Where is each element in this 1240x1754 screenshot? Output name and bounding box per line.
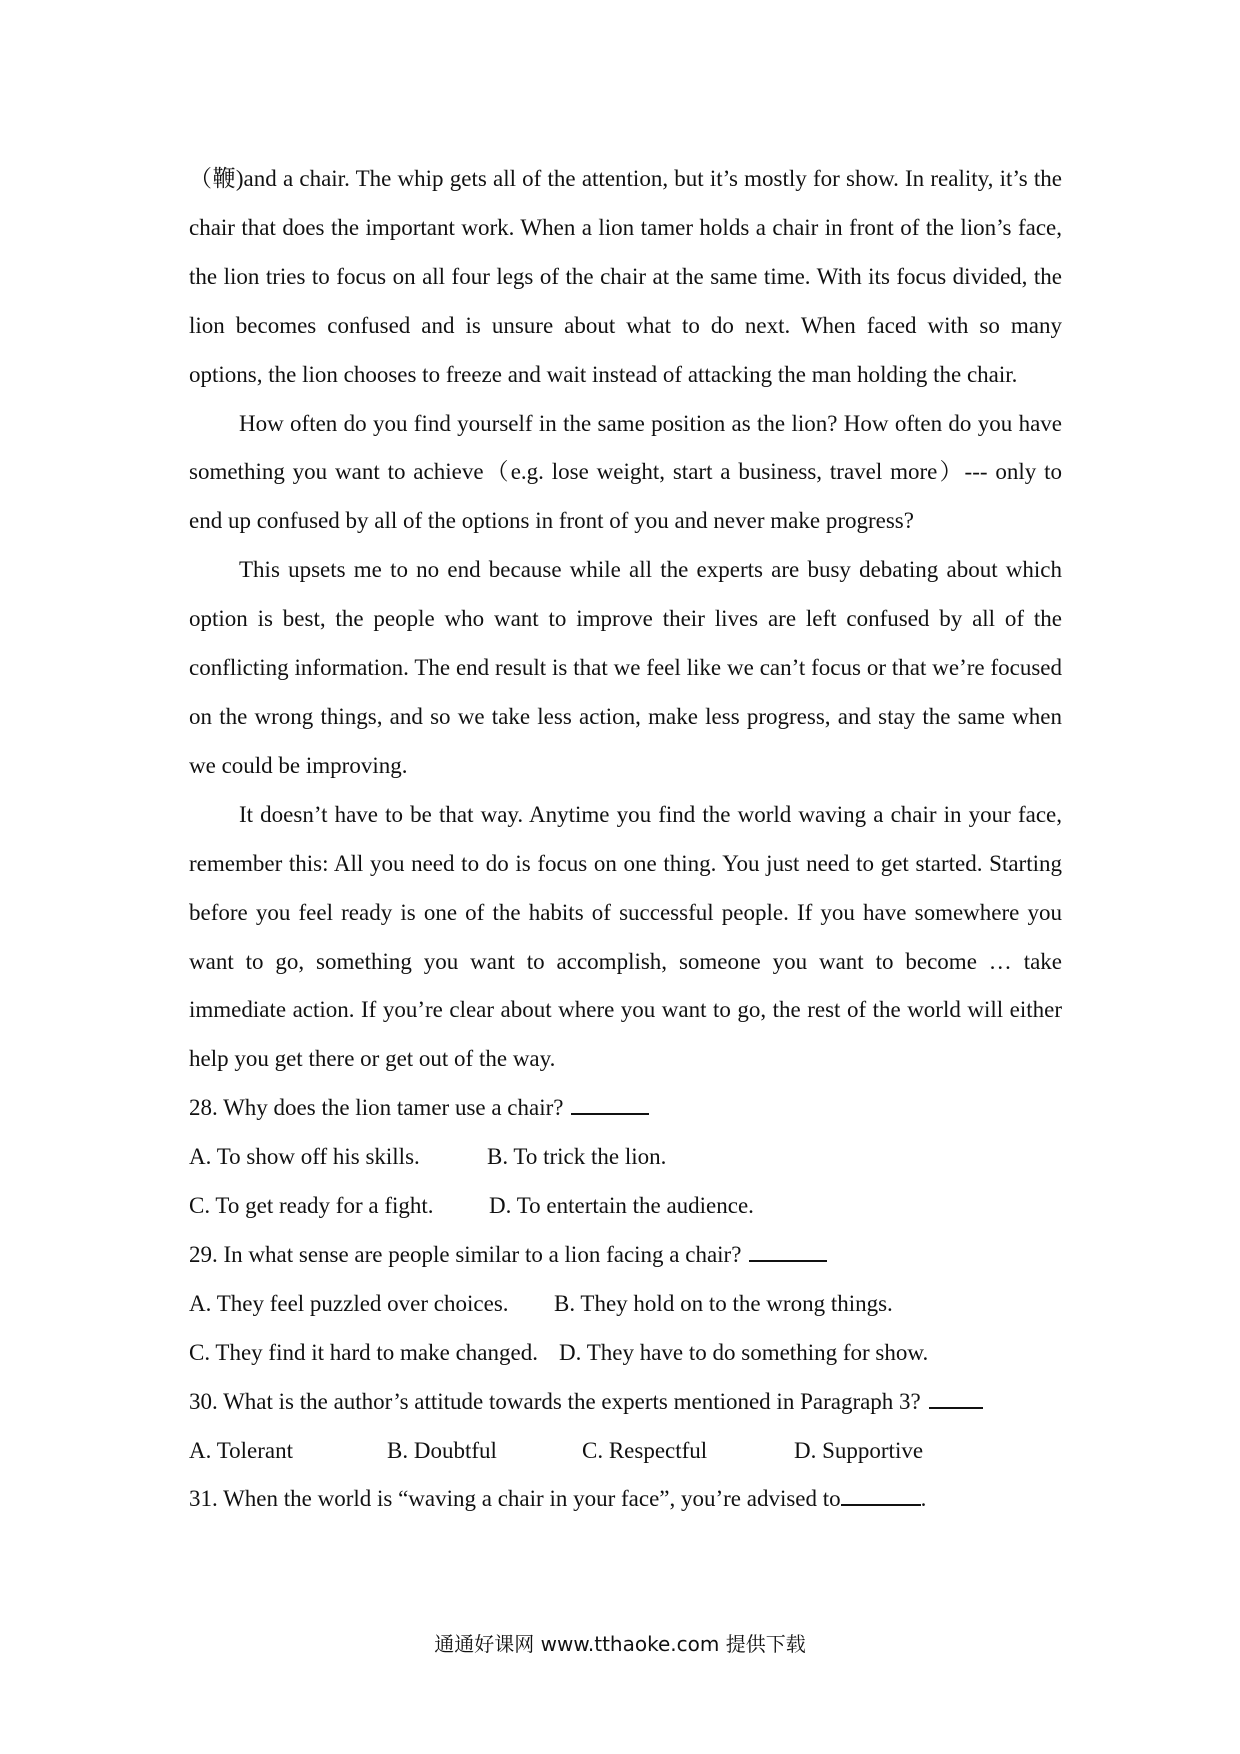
option-b: B. They hold on to the wrong things.: [554, 1290, 893, 1316]
paragraph-4: It doesn’t have to be that way. Anytime you find the world waving a chair in your face, remember this: All you need to do is focus on one thing. You just need to get started. Starting before you feel ready is one of the habits of successful people. If you have somewhere you want to go, something you want to accomplish, someone you want to become … take immediate action. If you’re clear about where you want to go, the rest of the world will either help you get there or get out of the way.: [189, 801, 1062, 1072]
footer-watermark: 通通好课网 www.tthaoke.com 提供下载: [434, 1632, 806, 1656]
option-c: C. Respectful: [582, 1437, 708, 1463]
option-d: D. Supportive: [794, 1437, 924, 1463]
option-c: C. To get ready for a fight.: [189, 1193, 434, 1219]
question-28-stem: 28. Why does the lion tamer use a chair?: [189, 1095, 564, 1121]
answer-blank: [749, 1259, 827, 1262]
option-c: C. They find it hard to make changed.: [189, 1339, 538, 1365]
paragraph-2: How often do you find yourself in the same position as the lion? How often do you have something you want to achieve（e.g. lose weight, start a business, travel more）--- only to end up confused by all of the options in front of you and never make progress?: [189, 410, 1062, 534]
question-29: [189, 1231, 1062, 1280]
question-30-options: [189, 1427, 1062, 1476]
question-29-options-row-2: [189, 1329, 1062, 1378]
paragraph-3: This upsets me to no end because while all the experts are busy debating about which option is best, the people who want to improve their lives are left confused by all of the conflicting information. The end result is that we feel like we can’t focus or that we’re focused on the wrong things, and so we take less action, make less progress, and stay the same when we could be improving.: [189, 557, 1062, 778]
exam-page: [189, 155, 1062, 1524]
question-29-options-row-1: [189, 1280, 1062, 1329]
answer-blank: [571, 1112, 649, 1115]
question-30: [189, 1378, 1062, 1427]
question-28-options-row-2: [189, 1182, 1062, 1231]
option-a: A. To show off his skills.: [189, 1144, 420, 1170]
question-31: [189, 1475, 1062, 1524]
question-29-stem: 29. In what sense are people similar to a lion facing a chair?: [189, 1241, 742, 1267]
question-31-end: .: [920, 1486, 927, 1512]
option-d: D. To entertain the audience.: [489, 1193, 754, 1219]
option-a: A. Tolerant: [189, 1437, 293, 1463]
option-d: D. They have to do something for show.: [559, 1339, 929, 1365]
option-b: B. To trick the lion.: [487, 1144, 667, 1170]
paragraph-1: （鞭)and a chair. The whip gets all of the attention, but it’s mostly for show. In reality, it’s the chair that does the important work. When a lion tamer holds a chair in front of the lion’s face, the lion tries to focus on all four legs of the chair at the same time. With its focus divided, the lion becomes confused and is unsure about what to do next. When faced with so many options, the lion chooses to freeze and wait instead of attacking the man holding the chair.: [189, 166, 1062, 387]
option-a: A. They feel puzzled over choices.: [189, 1290, 509, 1316]
question-31-stem: 31. When the world is “waving a chair in your face”, you’re advised to: [189, 1486, 841, 1512]
answer-blank: [929, 1406, 983, 1409]
question-30-stem: 30. What is the author’s attitude towards the experts mentioned in Paragraph 3?: [189, 1388, 921, 1414]
option-b: B. Doubtful: [387, 1437, 497, 1463]
question-28-options-row-1: [189, 1133, 1062, 1182]
question-28: [189, 1084, 1062, 1133]
answer-blank: [841, 1503, 921, 1506]
